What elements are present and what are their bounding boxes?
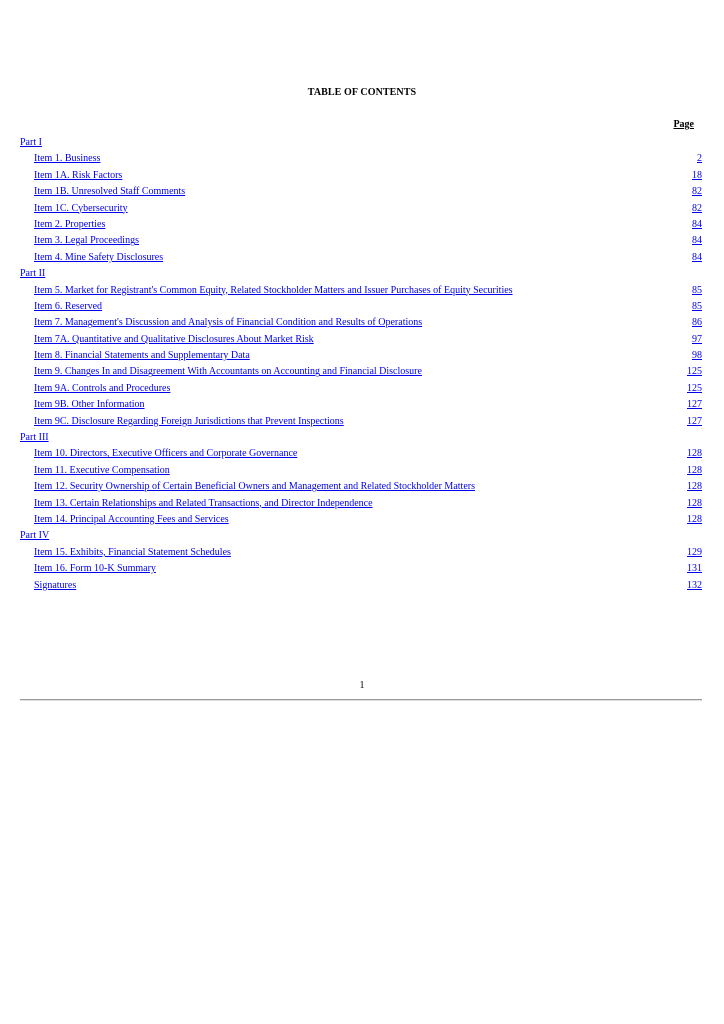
toc-item-link[interactable]: Item 14. Principal Accounting Fees and Services xyxy=(34,513,229,525)
footer-page-number: 1 xyxy=(359,680,365,691)
toc-item-row xyxy=(20,348,702,364)
toc-page-link[interactable]: 85 xyxy=(692,300,702,312)
toc-page-link[interactable]: 128 xyxy=(687,464,702,476)
toc-item-link[interactable]: Item 1B. Unresolved Staff Comments xyxy=(34,186,186,198)
toc-item-row xyxy=(20,217,702,233)
toc-item-link[interactable]: Item 3. Legal Proceedings xyxy=(34,235,139,247)
toc-page-link[interactable]: 85 xyxy=(692,284,702,296)
toc-item-link[interactable]: Item 4. Mine Safety Disclosures xyxy=(34,251,164,263)
toc-part-row xyxy=(20,135,702,151)
toc-item-link[interactable]: Item 9C. Disclosure Regarding Foreign Jurisdictions that Prevent Inspections xyxy=(34,415,344,427)
toc-item-row xyxy=(20,414,702,430)
toc-item-row xyxy=(20,299,702,315)
toc-item-row xyxy=(20,561,702,577)
toc-page-link[interactable]: 129 xyxy=(687,546,702,558)
toc-item-row xyxy=(20,151,702,167)
toc-page-link[interactable]: 132 xyxy=(687,579,702,591)
toc-part-row xyxy=(20,266,702,282)
toc-page-link[interactable]: 82 xyxy=(692,186,702,198)
toc-part-link[interactable]: Part II xyxy=(20,268,46,280)
toc-item-link[interactable]: Item 7A. Quantitative and Qualitative Disclosures About Market Risk xyxy=(34,333,314,345)
toc-page-link[interactable]: 127 xyxy=(687,415,702,427)
toc-page-link[interactable]: 98 xyxy=(692,350,702,362)
toc-item-row xyxy=(20,545,702,561)
toc-item-link[interactable]: Item 15. Exhibits, Financial Statement Schedules xyxy=(34,546,231,558)
toc-page-link[interactable]: 125 xyxy=(687,366,702,378)
toc-item-link[interactable]: Item 5. Market for Registrant's Common Equity, Related Stockholder Matters and Issuer Purchases of Equity Securities xyxy=(34,284,513,296)
toc-page-link[interactable]: 82 xyxy=(692,202,702,214)
toc-part-link[interactable]: Part IV xyxy=(20,530,50,542)
toc-item-row xyxy=(20,250,702,266)
toc-item-link[interactable]: Item 2. Properties xyxy=(34,218,106,230)
toc-item-row xyxy=(20,233,702,249)
toc-page-link[interactable]: 128 xyxy=(687,513,702,525)
toc-page-link[interactable]: 84 xyxy=(692,251,702,263)
toc-page-link[interactable]: 84 xyxy=(692,235,702,247)
toc-item-row xyxy=(20,496,702,512)
toc-item-link[interactable]: Item 1. Business xyxy=(34,153,101,165)
page-column-header: Page xyxy=(673,119,694,130)
toc-item-row xyxy=(20,168,702,184)
toc-part-link[interactable]: Part I xyxy=(20,137,42,148)
toc-part-row xyxy=(20,528,702,544)
toc-page-link[interactable]: 131 xyxy=(687,563,702,575)
toc-item-link[interactable]: Item 13. Certain Relationships and Related Transactions, and Director Independence xyxy=(34,497,373,509)
toc-page-link[interactable]: 127 xyxy=(687,399,702,411)
toc-item-row xyxy=(20,315,702,331)
toc-part-row xyxy=(20,430,702,446)
toc-page-link[interactable]: 128 xyxy=(687,481,702,493)
toc-title: TABLE OF CONTENTS xyxy=(307,87,417,98)
toc-page-link[interactable]: 128 xyxy=(687,448,702,460)
toc-item-link[interactable]: Signatures xyxy=(34,579,77,591)
toc-page-link[interactable]: 84 xyxy=(692,218,702,230)
toc-item-link[interactable]: Item 16. Form 10-K Summary xyxy=(34,563,156,575)
toc-item-row xyxy=(20,512,702,528)
toc-list xyxy=(20,135,702,594)
toc-item-row xyxy=(20,381,702,397)
toc-item-row xyxy=(20,364,702,380)
toc-item-row xyxy=(20,578,702,594)
page-divider xyxy=(20,699,702,701)
toc-part-link[interactable]: Part III xyxy=(20,432,49,444)
toc-item-link[interactable]: Item 1C. Cybersecurity xyxy=(34,202,128,214)
toc-item-row xyxy=(20,201,702,217)
toc-item-link[interactable]: Item 11. Executive Compensation xyxy=(34,464,170,476)
toc-item-row xyxy=(20,332,702,348)
toc-item-link[interactable]: Item 10. Directors, Executive Officers and Corporate Governance xyxy=(34,448,298,460)
toc-page-link[interactable]: 125 xyxy=(687,382,702,394)
toc-item-row xyxy=(20,479,702,495)
toc-item-link[interactable]: Item 8. Financial Statements and Supplementary Data xyxy=(34,350,250,362)
toc-item-link[interactable]: Item 9A. Controls and Procedures xyxy=(34,382,171,394)
toc-item-row xyxy=(20,283,702,299)
toc-item-link[interactable]: Item 7. Management's Discussion and Analysis of Financial Condition and Results of Operations xyxy=(34,317,423,329)
toc-item-row xyxy=(20,397,702,413)
toc-page-link[interactable]: 18 xyxy=(692,169,702,181)
toc-item-row xyxy=(20,446,702,462)
toc-page-link[interactable]: 128 xyxy=(687,497,702,509)
toc-item-link[interactable]: Item 9. Changes In and Disagreement With Accountants on Accounting and Financial Disclosure xyxy=(34,366,422,378)
toc-page-link[interactable]: 86 xyxy=(692,317,702,329)
toc-item-link[interactable]: Item 6. Reserved xyxy=(34,300,103,312)
toc-item-link[interactable]: Item 12. Security Ownership of Certain Beneficial Owners and Management and Related Stockholder Matters xyxy=(34,481,475,493)
toc-item-row xyxy=(20,463,702,479)
toc-item-link[interactable]: Item 9B. Other Information xyxy=(34,399,145,411)
toc-item-row xyxy=(20,184,702,200)
toc-item-link[interactable]: Item 1A. Risk Factors xyxy=(34,169,123,181)
toc-page-link[interactable]: 97 xyxy=(692,333,702,345)
toc-page-link[interactable]: 2 xyxy=(697,153,702,165)
